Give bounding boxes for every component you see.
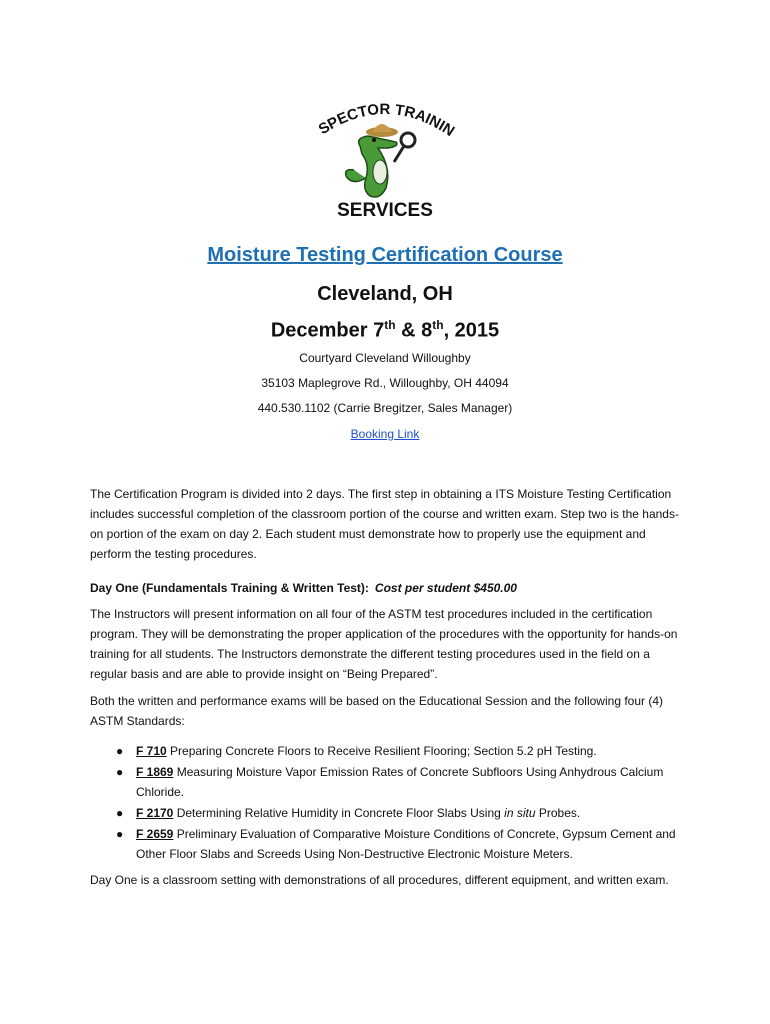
astm-standards-list xyxy=(90,741,680,865)
venue-name: Courtyard Cleveland Willoughby xyxy=(299,351,471,365)
date-part-2: & 8 xyxy=(395,319,433,342)
course-title: Moisture Testing Certification Course xyxy=(207,244,563,266)
exams-paragraph: Both the written and performance exams will be based on the Educational Session and the following four (4) ASTM Standards: xyxy=(90,694,663,728)
bullet-icon: ● xyxy=(116,765,124,779)
logo-top-text: SPECTOR TRAININ xyxy=(315,100,458,141)
course-dates xyxy=(0,318,770,343)
venue-phone: 440.530.1102 (Carrie Bregitzer, Sales Manager) xyxy=(257,401,513,415)
list-item xyxy=(90,803,680,823)
logo-bottom-text: SERVICES xyxy=(337,200,433,221)
date-sup-2: th xyxy=(432,318,444,332)
bullet-icon: ● xyxy=(116,806,124,820)
standard-code: F 2170 xyxy=(136,806,174,820)
date-sup-1: th xyxy=(384,318,396,332)
intro-paragraph: The Certification Program is divided into 2 days. The first step in obtaining a ITS Moisture Testing Certification includes successful completion of the classroom portion of the course and written exam. Step two is the hands-on portion of the exam on day 2. Each student must demonstrate how to properly use the equipment and perform the testing procedures. xyxy=(90,487,679,561)
gator-logo-icon xyxy=(300,98,470,228)
date-part-3: , 2015 xyxy=(443,319,500,342)
closing-paragraph: Day One is a classroom setting with demonstrations of all procedures, different equipment, and written exam. xyxy=(90,873,669,887)
list-item xyxy=(90,741,680,761)
venue-address: 35103 Maplegrove Rd., Willoughby, OH 44094 xyxy=(261,376,509,390)
booking-link[interactable]: Booking Link xyxy=(350,427,420,441)
list-item xyxy=(90,762,680,802)
day-one-title: Day One (Fundamentals Training & Written Test): xyxy=(90,581,369,595)
bullet-icon: ● xyxy=(116,827,124,841)
standard-text-end: Probes. xyxy=(535,806,581,820)
standard-text: Preliminary Evaluation of Comparative Moisture Conditions of Concrete, Gypsum Cement and Other Floor Slabs and Screeds Using Non-Destructive Electronic Moisture Meters. xyxy=(136,827,676,861)
instructors-paragraph: The Instructors will present information on all four of the ASTM test procedures included in the certification program. They will be demonstrating the proper application of the procedures with the opportunity for hands-on training for all students. The Instructors demonstrate the different testing procedures used in the field on a regular basis and are able to provide insight on “Being Prepared”. xyxy=(90,607,678,681)
day-one-cost: Cost per student $450.00 xyxy=(374,581,517,595)
standard-text: Measuring Moisture Vapor Emission Rates of Concrete Subfloors Using Anhydrous Calcium Chloride. xyxy=(136,765,664,799)
bullet-icon: ● xyxy=(116,744,124,758)
list-item xyxy=(90,824,680,864)
course-city: Cleveland, OH xyxy=(317,283,453,305)
standard-text-italic: in situ xyxy=(504,806,536,820)
standard-code: F 710 xyxy=(136,744,167,758)
standard-text: Determining Relative Humidity in Concrete Floor Slabs Using xyxy=(173,806,505,820)
inspector-training-logo xyxy=(300,98,470,228)
day-one-heading xyxy=(90,578,680,598)
standard-text: Preparing Concrete Floors to Receive Resilient Flooring; Section 5.2 pH Testing. xyxy=(166,744,597,758)
date-part-1: December 7 xyxy=(270,319,385,342)
standard-code: F 1869 xyxy=(136,765,174,779)
standard-code: F 2659 xyxy=(136,827,174,841)
